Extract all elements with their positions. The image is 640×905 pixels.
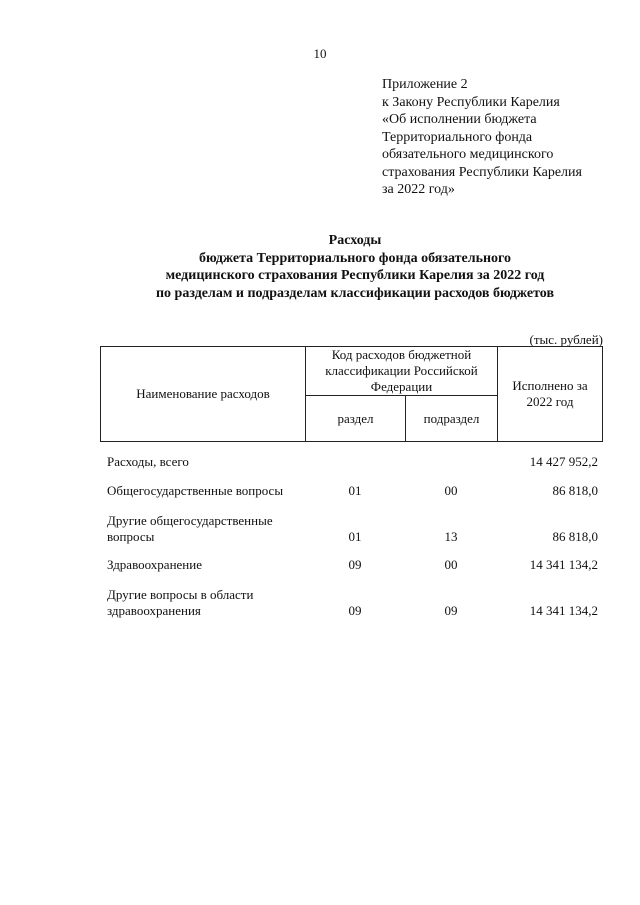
appendix-line: обязательного медицинского: [382, 147, 554, 162]
header-code-column: Код расходов бюджетной классификации Российской Федерации: [306, 347, 498, 396]
document-title: [0, 232, 640, 302]
appendix-line: Территориального фонда: [382, 129, 533, 145]
row-name: Общегосударственные вопросы: [107, 483, 284, 498]
row-amount: 14 427 952,2: [529, 454, 598, 469]
row-podrazdel: 00: [444, 483, 458, 498]
header-razdel: раздел: [306, 396, 406, 442]
row-amount: 86 818,0: [552, 483, 598, 498]
title-line: медицинского страхования Республики Карелия за 2022 год: [165, 268, 545, 283]
row-name: Другие общегосударственные вопросы: [107, 513, 273, 544]
appendix-line: к Закону Республики Карелия: [382, 94, 560, 110]
row-razdel: 09: [348, 557, 362, 572]
row-razdel: 09: [348, 603, 362, 618]
header-executed-column: Исполнено за 2022 год: [498, 347, 603, 442]
appendix-line: за 2022 год»: [382, 182, 455, 197]
appendix-line: «Об исполнении бюджета: [382, 112, 537, 127]
row-name: Расходы, всего: [107, 454, 189, 469]
header-podrazdel: подраздел: [406, 396, 498, 442]
page-number: 10: [313, 46, 327, 61]
row-name: Другие вопросы в области здравоохранения: [107, 587, 254, 618]
row-razdel: 01: [348, 483, 362, 498]
table-header: [100, 346, 603, 442]
units-label: (тыс. рублей): [529, 332, 603, 347]
row-razdel: 01: [348, 529, 362, 544]
row-amount: 86 818,0: [552, 529, 598, 544]
title-line: по разделам и подразделам классификации расходов бюджетов: [155, 285, 555, 301]
title-line: бюджета Территориального фонда обязательного: [198, 250, 512, 266]
row-podrazdel: 13: [444, 529, 458, 544]
row-amount: 14 341 134,2: [529, 603, 598, 618]
row-name: Здравоохранение: [107, 557, 202, 572]
appendix-line: Приложение 2: [382, 77, 468, 92]
appendix-note: [382, 76, 582, 199]
row-podrazdel: 00: [444, 557, 458, 572]
row-amount: 14 341 134,2: [529, 557, 598, 572]
title-line: Расходы: [328, 233, 382, 248]
appendix-line: страхования Республики Карелия: [382, 164, 582, 180]
header-name-column: Наименование расходов: [101, 347, 306, 442]
row-podrazdel: 09: [444, 603, 458, 618]
